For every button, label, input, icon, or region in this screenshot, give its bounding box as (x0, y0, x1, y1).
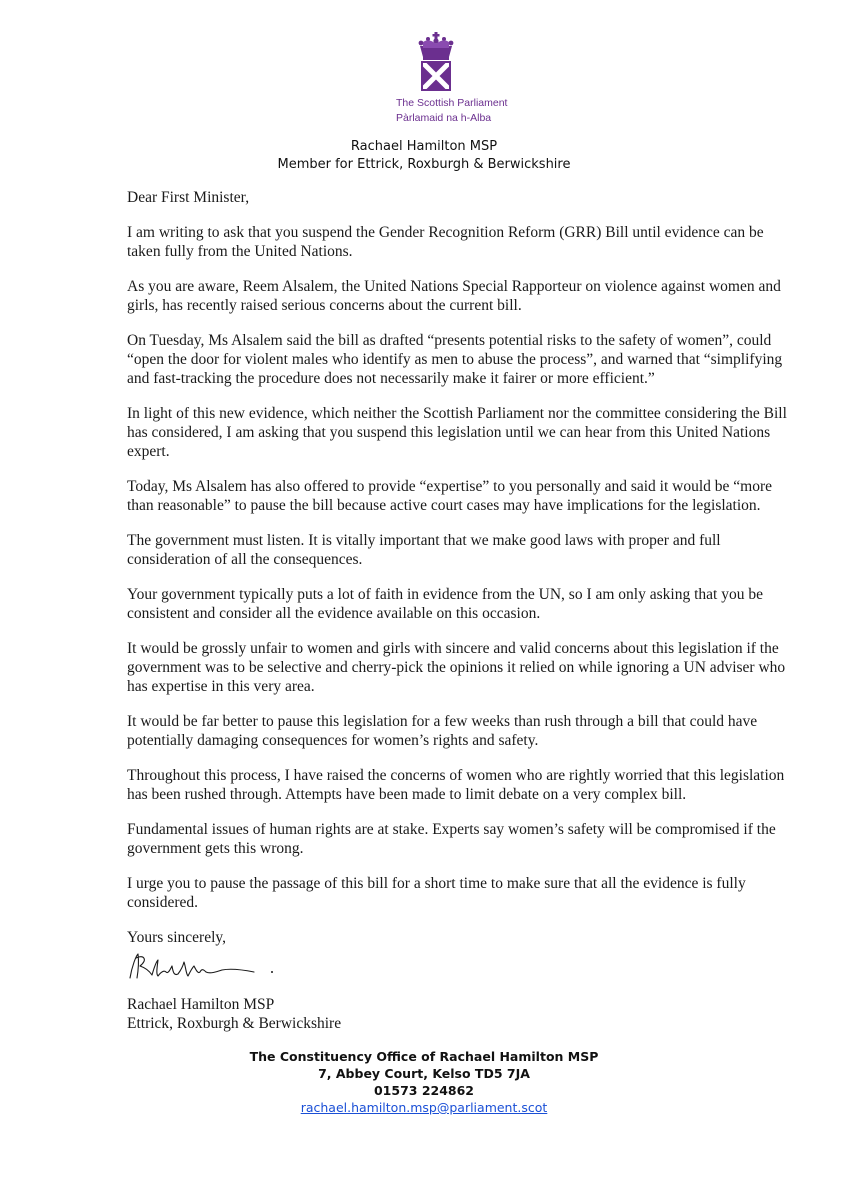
paragraph: As you are aware, Reem Alsalem, the United Nations Special Rapporteur on violence against women and girls, has recently raised serious concerns about the current bill. (127, 278, 781, 314)
office-address: 7, Abbey Court, Kelso TD5 7JA (318, 1066, 530, 1081)
letter-body (127, 188, 787, 963)
scottish-parliament-crown-saltire-icon (417, 32, 455, 94)
closing: Yours sincerely, (127, 929, 227, 946)
signoff (127, 995, 341, 1033)
paragraph: Throughout this process, I have raised the concerns of women who are rightly worried that this legislation has been rushed through. Attempts have been made to limit debate on a very complex bill. (127, 767, 785, 803)
paragraph: Your government typically puts a lot of faith in evidence from the UN, so I am only asking that you be consistent and consider all the evidence available on this occasion. (127, 586, 763, 622)
letterhead-logo (396, 32, 508, 124)
signoff-constituency: Ettrick, Roxburgh & Berwickshire (127, 1015, 342, 1032)
paragraph: I am writing to ask that you suspend the Gender Recognition Reform (GRR) Bill until evidence can be taken fully from the United Nations. (127, 224, 764, 260)
paragraph: In light of this new evidence, which neither the Scottish Parliament nor the committee considering the Bill has considered, I am asking that you suspend this legislation until we can hear from this United Nations expert. (127, 405, 787, 460)
org-name-english: The Scottish Parliament (396, 97, 508, 109)
paragraph: It would be grossly unfair to women and girls with sincere and valid concerns about this legislation if the government was to be selective and cherry-pick the opinions it relied on while ignoring a UN adviser who has expertise in this very area. (127, 640, 786, 695)
paragraph: I urge you to pause the passage of this bill for a short time to make sure that all the evidence is fully considered. (127, 875, 746, 911)
salutation: Dear First Minister, (127, 189, 250, 206)
office-email-link[interactable]: rachael.hamilton.msp@parliament.scot (300, 1100, 548, 1115)
org-name-gaelic: Pàrlamaid na h-Alba (396, 112, 492, 124)
office-phone: 01573 224862 (373, 1083, 475, 1098)
sender-name: Rachael Hamilton MSP (350, 139, 498, 154)
paragraph: On Tuesday, Ms Alsalem said the bill as drafted “presents potential risks to the safety of women”, could “open the door for violent males who identify as men to abuse the process”, and warned that “simplifying and fast-tracking the procedure does not necessarily make it fairer or more efficient.” (127, 332, 783, 387)
paragraph: Today, Ms Alsalem has also offered to provide “expertise” to you personally and said it would be “more than reasonable” to pause the bill because active court cases may have implications for the legislation. (127, 478, 773, 514)
paragraph: The government must listen. It is vitally important that we make good laws with proper and full consideration of all the consequences. (127, 532, 721, 568)
office-footer (0, 1048, 848, 1116)
paragraph: Fundamental issues of human rights are at stake. Experts say women’s safety will be compromised if the government gets this wrong. (127, 821, 776, 857)
sender-constituency: Member for Ettrick, Roxburgh & Berwickshire (277, 157, 571, 172)
signoff-name: Rachael Hamilton MSP (127, 996, 275, 1013)
office-name: The Constituency Office of Rachael Hamilton MSP (249, 1049, 599, 1064)
paragraph: It would be far better to pause this legislation for a few weeks than rush through a bill that could have potentially damaging consequences for women’s rights and safety. (127, 713, 758, 749)
sender-header (0, 138, 848, 174)
handwritten-signature-icon (126, 948, 286, 986)
